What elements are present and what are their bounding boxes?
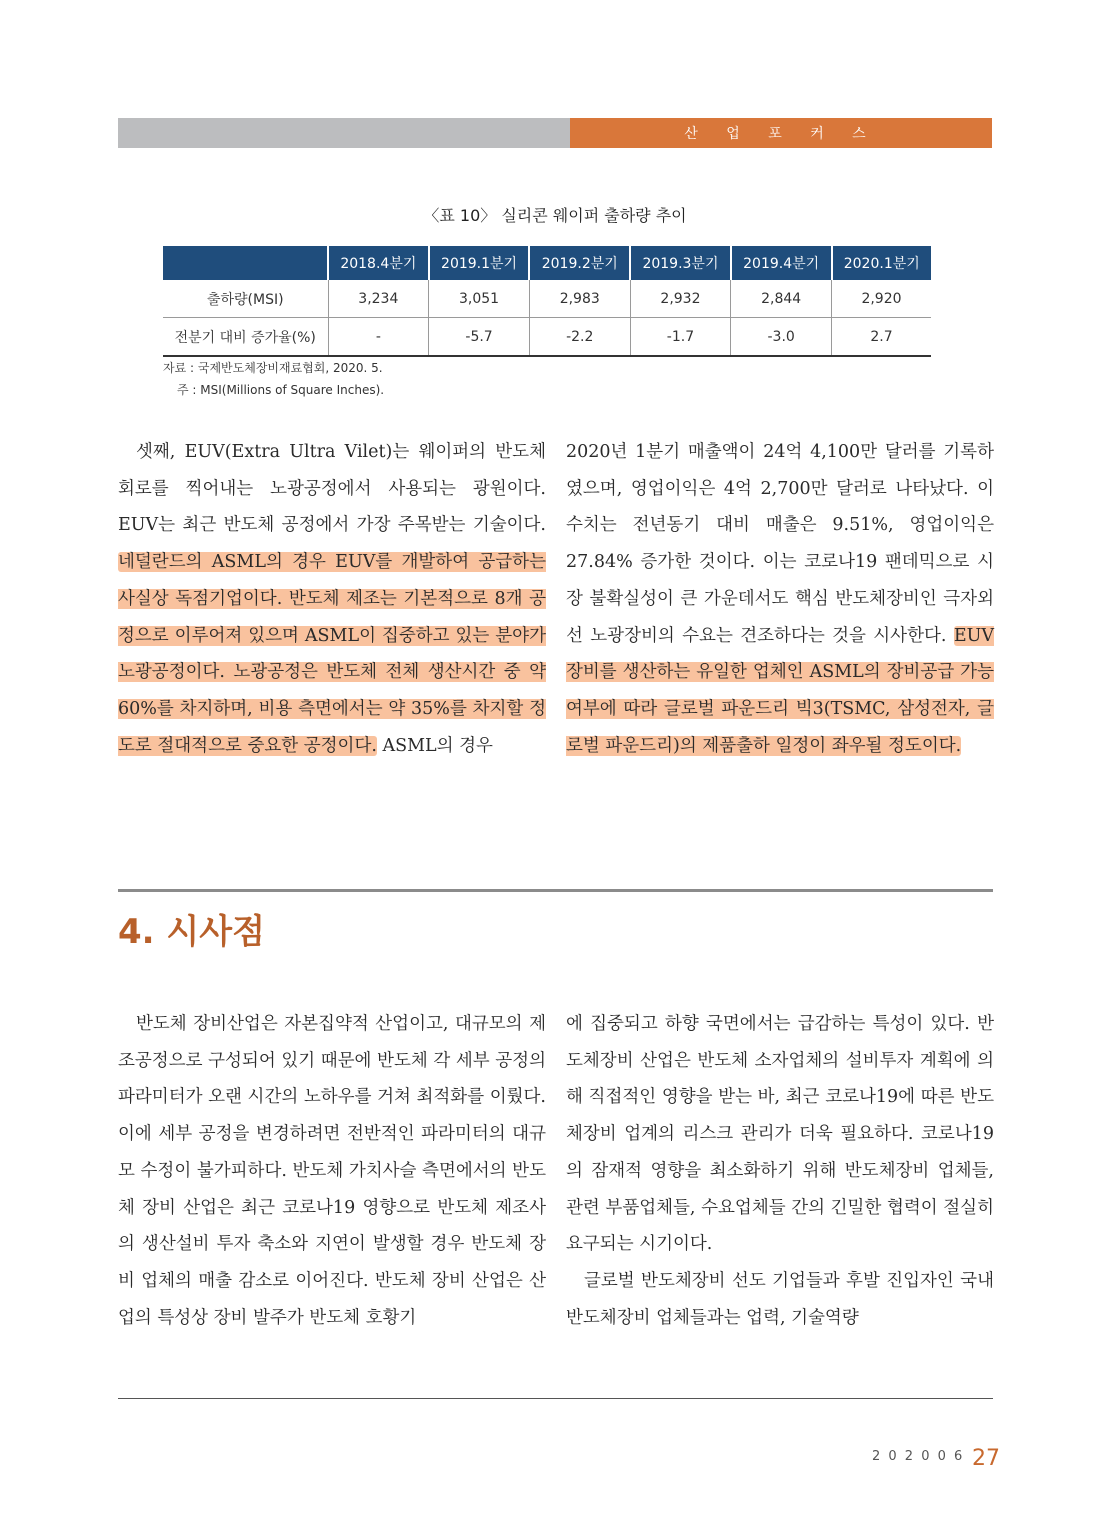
table-cell: -2.2 — [529, 318, 630, 357]
paragraph — [566, 434, 994, 764]
table-cell: -5.7 — [429, 318, 530, 357]
table-title: 〈표 10〉 실리콘 웨이퍼 출하량 추이 — [423, 206, 687, 225]
paragraph: 글로벌 반도체장비 선도 기업들과 후발 진입자인 국내 반도체장비 업체들과는 업력, 기술역량 — [566, 1270, 994, 1328]
body1-right-column — [566, 434, 994, 764]
body1-left-column — [118, 434, 546, 764]
paragraph-text: 2020년 1분기 매출액이 24억 4,100만 달러를 기록하였으며, 영업이익은 4억 2,700만 달러로 나타났다. 이 수치는 전년동기 대비 매출은 9.51%, 영업이익은 27.84% 증가한 것이다. 이는 코로나19 팬데믹으로 시장 불확실성이 큰 가운데서도 핵심 반도체장비인 극자외선 노광장비의 수요는 견조하다는 것을 시사한다. — [566, 442, 994, 646]
section-divider — [118, 889, 993, 892]
table-cell: - — [328, 318, 429, 357]
table-cell: 2,844 — [731, 280, 832, 318]
page-number: 27 — [972, 1446, 1000, 1471]
paragraph: 반도체 장비산업은 자본집약적 산업이고, 대규모의 제조공정으로 구성되어 있기 때문에 반도체 각 세부 공정의 파라미터가 오랜 시간의 노하우를 거쳐 최적화를 이뤘다. 이에 세부 공정을 변경하려면 전반적인 파라미터의 대규모 수정이 불가피하다. 반도체 가치사슬 측면에서의 반도체 장비 산업은 최근 코로나19 영향으로 반도체 제조사의 생산설비 투자 축소와 지연이 발생할 경우 반도체 장비 업체의 매출 감소로 이어진다. 반도체 장비 산업은 산업의 특성상 장비 발주가 반도체 호황기 — [118, 1014, 546, 1328]
paragraph-text: 셋째, EUV(Extra Ultra Vilet)는 웨이퍼의 반도체 회로를 찍어내는 노광공정에서 사용되는 광원이다. EUV는 최근 반도체 공정에서 가장 주목받는 기술이다. — [118, 442, 546, 536]
section-label: 산 업 포 커 스 — [570, 118, 992, 148]
table-header-cell: 2019.4분기 — [731, 246, 832, 280]
highlighted-text: EUV장비를 생산하는 유일한 업체인 ASML의 장비공급 가능 여부에 따라 글로벌 파운드리 빅3(TSMC, 삼성전자, 글로벌 파운드리)의 제품출하 일정이 좌우될 정도이다. — [566, 625, 994, 756]
table-header-row — [163, 246, 931, 280]
table-header-cell: 2019.2분기 — [529, 246, 630, 280]
row-label: 출하량(MSI) — [163, 280, 328, 318]
table-cell: 3,234 — [328, 280, 429, 318]
footer-divider — [118, 1398, 993, 1399]
table-cell: 2.7 — [832, 318, 931, 357]
body2-right-column — [566, 1006, 994, 1336]
table-row — [163, 318, 931, 357]
table-cell: -1.7 — [630, 318, 731, 357]
highlighted-text: 네덜란드의 ASML의 경우 EUV를 개발하여 공급하는 사실상 독점기업이다. 반도체 제조는 기본적으로 8개 공정으로 이루어져 있으며 ASML이 집중하고 있는 분야가 노광공정이다. 노광공정은 반도체 전체 생산시간 중 약 60%를 차지하며, 비용 측면에서는 약 35%를 차지할 정도로 절대적으로 중요한 공정이다. — [118, 552, 546, 756]
table-header-cell — [163, 246, 328, 280]
section-title: 4. 시사점 — [118, 912, 265, 952]
issue-date: 2 0 2 0 0 6 — [872, 1449, 965, 1464]
table-footnote: 주 : MSI(Millions of Square Inches). — [177, 383, 385, 397]
table-source: 자료 : 국제반도체장비재료협회, 2020. 5. — [163, 361, 383, 375]
table-cell: 3,051 — [429, 280, 530, 318]
table-header-cell: 2019.1분기 — [429, 246, 530, 280]
paragraph — [118, 434, 546, 764]
table-cell: 2,932 — [630, 280, 731, 318]
table-cell: -3.0 — [731, 318, 832, 357]
table-header-cell: 2018.4분기 — [328, 246, 429, 280]
shipment-table — [163, 246, 931, 357]
header-gray-bar — [118, 118, 570, 148]
table-cell: 2,983 — [529, 280, 630, 318]
table-header-cell: 2020.1분기 — [832, 246, 931, 280]
table-row — [163, 280, 931, 318]
body2-left-column — [118, 1006, 546, 1336]
table-header-cell: 2019.3분기 — [630, 246, 731, 280]
row-label: 전분기 대비 증가율(%) — [163, 318, 328, 357]
paragraph: 에 집중되고 하향 국면에서는 급감하는 특성이 있다. 반도체장비 산업은 반도체 소자업체의 설비투자 계획에 의해 직접적인 영향을 받는 바, 최근 코로나19에 따른 반도체장비 업계의 리스크 관리가 더욱 필요하다. 코로나19의 잠재적 영향을 최소화하기 위해 반도체장비 업체들, 관련 부품업체들, 수요업체들 간의 긴밀한 협력이 절실히 요구되는 시기이다. — [566, 1014, 994, 1255]
table-cell: 2,920 — [832, 280, 931, 318]
paragraph-text: ASML의 경우 — [376, 735, 493, 756]
